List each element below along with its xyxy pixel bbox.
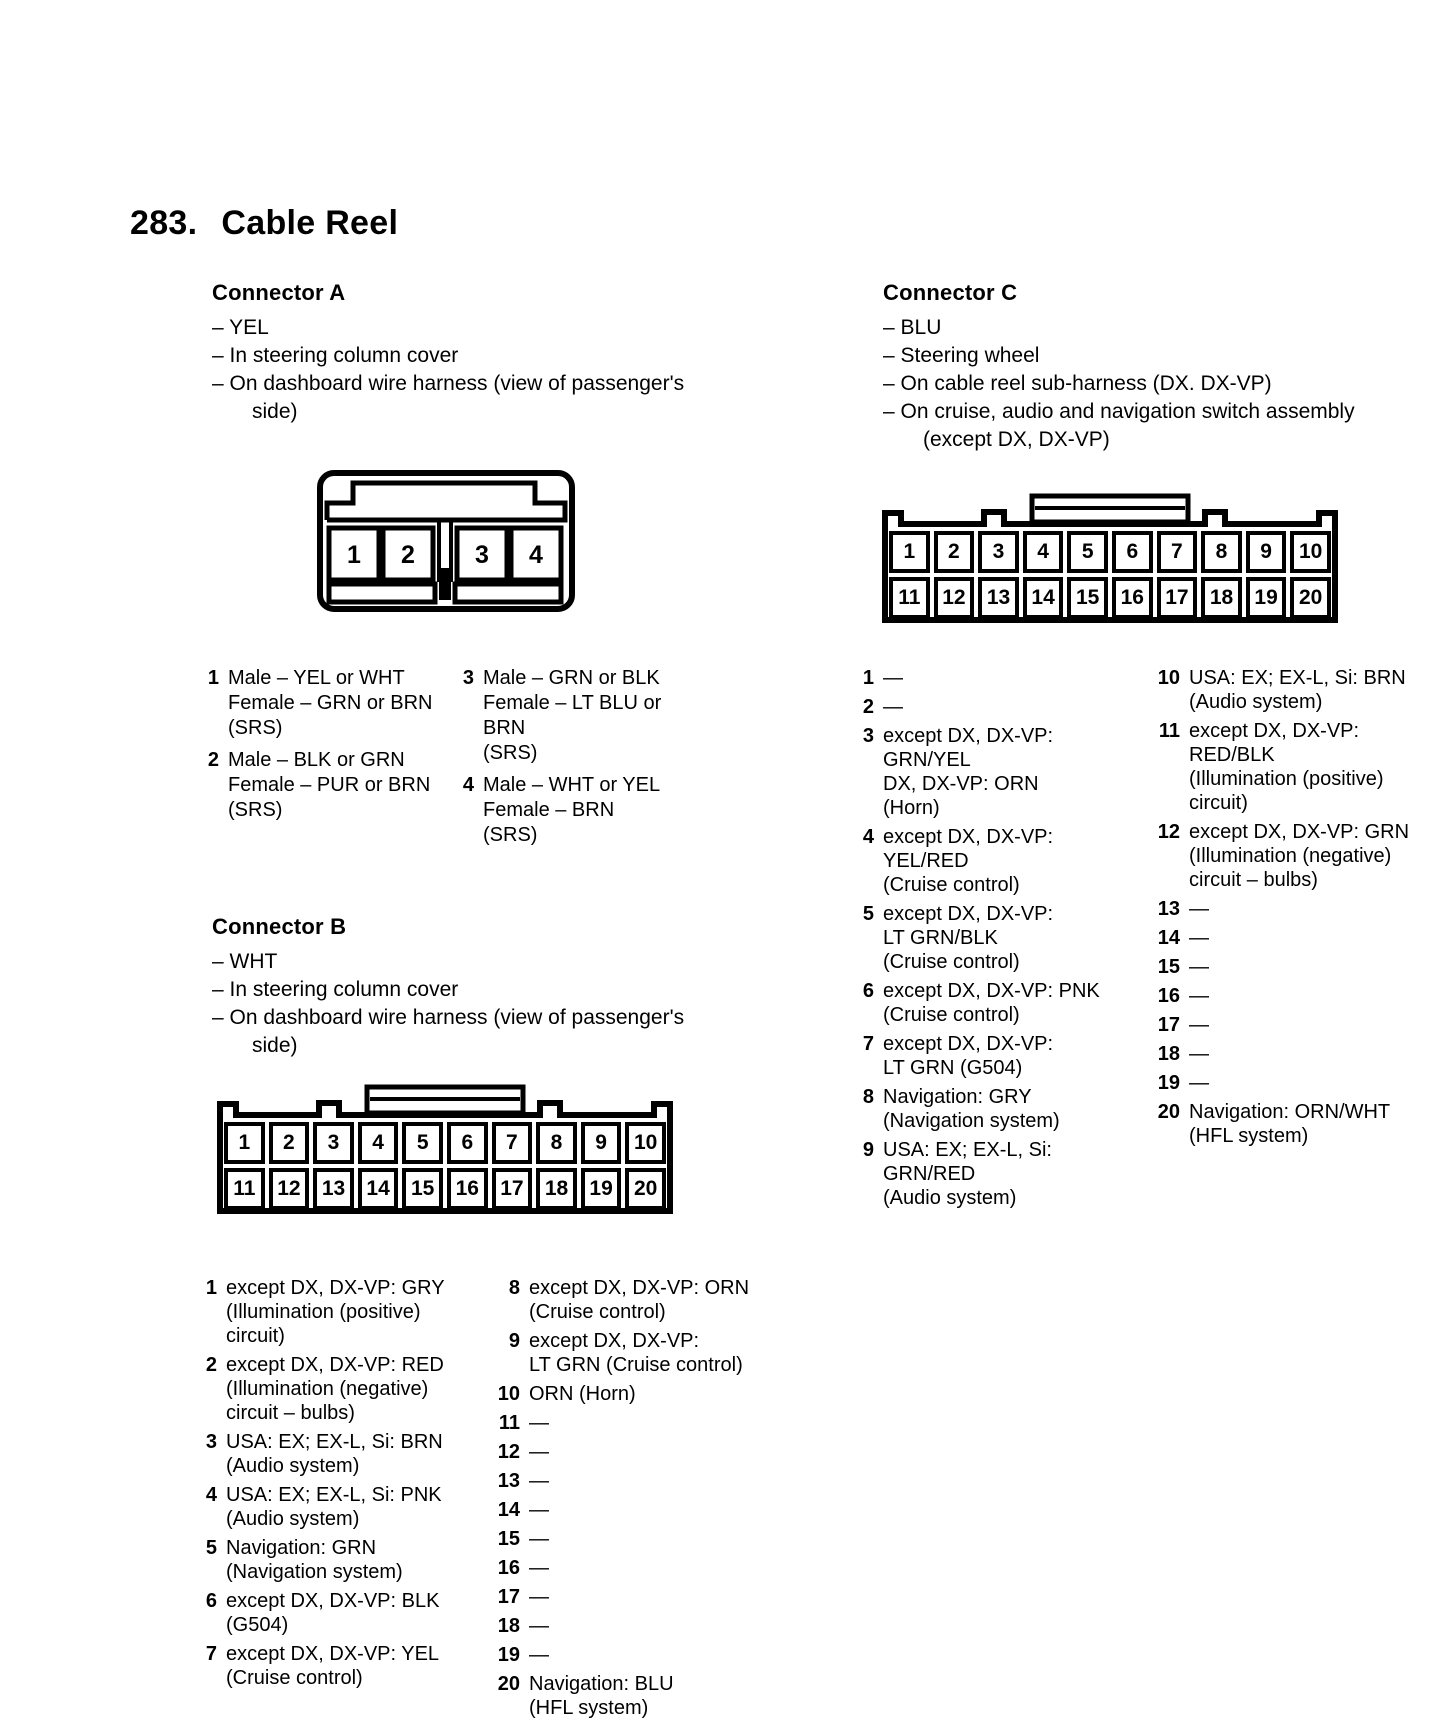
- diagram-pin-cell: 14: [358, 1168, 399, 1210]
- pin-number: 9: [862, 1139, 874, 1161]
- pin-line: (Audio system): [883, 1187, 1017, 1209]
- pin-line: (Cruise control): [883, 1004, 1020, 1026]
- diagram-pin-cell: 17: [1157, 577, 1198, 619]
- diagram-pin-cell: 7: [1157, 531, 1198, 573]
- diagram-pin-cell: 20: [1290, 577, 1331, 619]
- pin-text: [883, 979, 1100, 1027]
- pin-description: [844, 695, 1100, 719]
- pin-description: [490, 1498, 749, 1522]
- diagram-pin-cell: 8: [536, 1122, 577, 1164]
- pin-line: —: [1189, 985, 1209, 1007]
- section-title: Cable Reel: [221, 204, 399, 242]
- diagram-pin-cell: 14: [1023, 577, 1064, 619]
- pin-line: (HFL system): [1189, 1125, 1309, 1147]
- diagram-pin-cell: 8: [1201, 531, 1242, 573]
- pin-text: [529, 1411, 549, 1435]
- pin-line: —: [529, 1441, 549, 1463]
- pin-description: [490, 1527, 749, 1551]
- diagram-pin-cell: 10: [1290, 531, 1331, 573]
- pin-description: [187, 1353, 445, 1425]
- pin-number: 20: [1157, 1101, 1180, 1123]
- diagram-pin-cell: 1: [224, 1122, 265, 1164]
- pin-line: except DX, DX-VP:: [1189, 720, 1360, 742]
- pin-line: (HFL system): [529, 1697, 649, 1719]
- pin-text: [883, 666, 903, 690]
- pin-line: (Navigation system): [226, 1561, 403, 1583]
- pin-line: (Cruise control): [883, 951, 1020, 973]
- pin-text: [226, 1430, 443, 1478]
- connector-a-notes: [212, 314, 684, 426]
- note-line: – WHT: [212, 950, 278, 973]
- pin-text: [529, 1643, 549, 1667]
- diagram-pin-cell: 18: [536, 1168, 577, 1210]
- note-line: – On dashboard wire harness (view of passenger's: [212, 1006, 685, 1029]
- pin-line: (SRS): [228, 717, 283, 739]
- diagram-pin-cell: 1: [889, 531, 930, 573]
- pin-number: 12: [1157, 821, 1180, 843]
- connector-c-diagram: [880, 492, 1340, 626]
- pin-description: [844, 1032, 1100, 1080]
- pin-line: —: [883, 667, 903, 689]
- pin-line: circuit – bulbs): [226, 1402, 355, 1424]
- diagram-pin-cell: 6: [1112, 531, 1153, 573]
- pin-line: Female – LT BLU or: [483, 692, 662, 714]
- pin-number: 18: [1157, 1043, 1180, 1065]
- pin-text: [1189, 926, 1209, 950]
- pin-line: —: [529, 1412, 549, 1434]
- pin-text: [529, 1672, 674, 1720]
- pin-number: 16: [1157, 985, 1180, 1007]
- pin-text: [483, 773, 660, 848]
- pin-text: [226, 1536, 403, 1584]
- pin-description: [490, 1585, 749, 1609]
- pin-description: [844, 724, 1100, 820]
- pin-line: (Horn): [883, 797, 940, 819]
- pin-number: 14: [497, 1499, 520, 1521]
- pin-text: [529, 1276, 749, 1324]
- connector-c-notes: [883, 314, 1355, 454]
- diagram-pin-cell: 13: [313, 1168, 354, 1210]
- pin-line: —: [529, 1586, 549, 1608]
- diagram-pin-cell: 4: [1023, 531, 1064, 573]
- note-line: side): [252, 1034, 298, 1057]
- pin-line: circuit – bulbs): [1189, 869, 1318, 891]
- pin-description: [187, 1642, 445, 1690]
- diagram-pin-number: 1: [347, 541, 361, 569]
- pin-number: 2: [207, 749, 219, 771]
- pin-number: 13: [1157, 898, 1180, 920]
- pin-description: [1150, 897, 1409, 921]
- pin-description: [187, 1483, 445, 1531]
- page-title: [130, 204, 398, 243]
- pin-line: (Cruise control): [883, 874, 1020, 896]
- pin-line: (Cruise control): [226, 1667, 363, 1689]
- diagram-pin-cell: 17: [492, 1168, 533, 1210]
- pin-line: LT GRN (Cruise control): [529, 1354, 743, 1376]
- diagram-pin-cell: 9: [1246, 531, 1287, 573]
- center-slot: [439, 568, 451, 600]
- note-line: – In steering column cover: [212, 978, 459, 1001]
- pin-text: [529, 1382, 636, 1406]
- pin-line: Male – GRN or BLK: [483, 667, 660, 689]
- pin-description: [490, 1469, 749, 1493]
- pin-line: —: [1189, 927, 1209, 949]
- pin-number: 20: [497, 1673, 520, 1695]
- pin-text: [483, 666, 661, 766]
- pin-number: 16: [497, 1557, 520, 1579]
- pin-line: (Audio system): [1189, 691, 1323, 713]
- pin-line: RED/BLK: [1189, 744, 1275, 766]
- pin-line: USA: EX; EX-L, Si: BRN: [1189, 667, 1406, 689]
- pin-number: 15: [497, 1528, 520, 1550]
- connector-c-row2: [889, 577, 1331, 619]
- connector-b-pin-list-right: [490, 1276, 749, 1725]
- pin-number: 8: [862, 1086, 874, 1108]
- pin-number: 19: [1157, 1072, 1180, 1094]
- pin-description: [844, 825, 1100, 897]
- pin-line: Male – BLK or GRN: [228, 749, 405, 771]
- pin-description: [490, 1329, 749, 1377]
- pin-text: [226, 1353, 444, 1425]
- pin-line: except DX, DX-VP:: [529, 1330, 700, 1352]
- note-line: – On cruise, audio and navigation switch assembly: [883, 400, 1355, 423]
- pin-description: [187, 1276, 445, 1348]
- note-line: side): [252, 400, 298, 423]
- diagram-pin-number: 3: [475, 541, 489, 569]
- pin-description: [844, 979, 1100, 1027]
- note-line: – On cable reel sub-harness (DX. DX-VP): [883, 372, 1272, 395]
- pin-number: 17: [497, 1586, 520, 1608]
- pin-line: (Illumination (positive): [1189, 768, 1384, 790]
- pin-text: [1189, 1013, 1209, 1037]
- pin-line: Navigation: ORN/WHT: [1189, 1101, 1391, 1123]
- pin-description: [844, 1085, 1100, 1133]
- pin-line: (Illumination (negative): [226, 1378, 429, 1400]
- pin-description: [490, 1643, 749, 1667]
- pin-text: [529, 1469, 549, 1493]
- pin-line: —: [529, 1557, 549, 1579]
- pin-text: [1189, 897, 1209, 921]
- connector-b-row2: [224, 1168, 666, 1210]
- pin-line: Female – BRN: [483, 799, 615, 821]
- pin-number: 10: [497, 1383, 520, 1405]
- connector-b-diagram: [215, 1083, 675, 1217]
- pin-text: [1189, 1042, 1209, 1066]
- diagram-pin-cell: 5: [402, 1122, 443, 1164]
- pin-description: [844, 666, 1100, 690]
- diagram-pin-cell: 7: [492, 1122, 533, 1164]
- pin-line: (SRS): [228, 799, 283, 821]
- pin-description: [490, 1614, 749, 1638]
- pin-line: Female – GRN or BRN: [228, 692, 433, 714]
- connector-b-notes: [212, 948, 684, 1060]
- diagram-pin-cell: 15: [1067, 577, 1108, 619]
- pin-text: [1189, 820, 1409, 892]
- pin-text: [883, 1085, 1060, 1133]
- pin-line: except DX, DX-VP: YEL: [226, 1643, 440, 1665]
- pin-line: except DX, DX-VP:: [883, 903, 1054, 925]
- pin-line: —: [883, 696, 903, 718]
- pin-text: [1189, 984, 1209, 1008]
- pin-line: except DX, DX-VP:: [883, 1033, 1054, 1055]
- pin-number: 5: [862, 903, 874, 925]
- note-line: – In steering column cover: [212, 344, 459, 367]
- pin-line: —: [529, 1644, 549, 1666]
- diagram-pin-cell: 19: [581, 1168, 622, 1210]
- pin-description: [490, 1440, 749, 1464]
- pin-line: —: [529, 1470, 549, 1492]
- pin-line: GRN/YEL: [883, 749, 971, 771]
- pin-number: 6: [862, 980, 874, 1002]
- pin-text: [529, 1440, 549, 1464]
- pin-description: [1150, 1071, 1409, 1095]
- pin-line: LT GRN/BLK: [883, 927, 998, 949]
- pin-description: [1150, 1042, 1409, 1066]
- pin-description: [490, 1556, 749, 1580]
- pin-text: [529, 1498, 549, 1522]
- diagram-pin-cell: 10: [625, 1122, 666, 1164]
- diagram-pin-cell: 2: [934, 531, 975, 573]
- note-line: – YEL: [212, 316, 269, 339]
- pin-line: (Audio system): [226, 1455, 360, 1477]
- pin-number: 6: [205, 1590, 217, 1612]
- diagram-pin-cell: 16: [1112, 577, 1153, 619]
- diagram-pin-cell: 11: [224, 1168, 265, 1210]
- pin-line: (Navigation system): [883, 1110, 1060, 1132]
- pin-number: 2: [205, 1354, 217, 1376]
- pin-number: 8: [508, 1277, 520, 1299]
- pin-text: [1189, 1100, 1390, 1148]
- pin-text: [1189, 955, 1209, 979]
- pin-number: 11: [498, 1412, 520, 1434]
- pin-description: [1150, 955, 1409, 979]
- pin-text: [883, 724, 1053, 820]
- pin-line: YEL/RED: [883, 850, 969, 872]
- pin-line: USA: EX; EX-L, Si: PNK: [226, 1484, 442, 1506]
- bottom-rail-right: [455, 584, 561, 602]
- pin-line: —: [1189, 1072, 1209, 1094]
- pin-text: [529, 1329, 743, 1377]
- pin-description: [1150, 926, 1409, 950]
- pin-description: [844, 902, 1100, 974]
- pin-text: [1189, 1071, 1209, 1095]
- diagram-pin-cell: 11: [889, 577, 930, 619]
- pin-line: except DX, DX-VP: RED: [226, 1354, 444, 1376]
- pin-text: [883, 825, 1053, 897]
- pin-text: [529, 1527, 549, 1551]
- pin-number: 2: [862, 696, 874, 718]
- pin-number: 11: [1158, 720, 1180, 742]
- pin-number: 7: [862, 1033, 874, 1055]
- pin-number: 3: [205, 1431, 217, 1453]
- pin-line: (Illumination (positive): [226, 1301, 421, 1323]
- diagram-pin-cell: 15: [402, 1168, 443, 1210]
- diagram-pin-cell: 13: [978, 577, 1019, 619]
- pin-description: [844, 1138, 1100, 1210]
- pin-line: (SRS): [483, 824, 538, 846]
- pin-number: 3: [462, 667, 474, 689]
- pin-line: Male – YEL or WHT: [228, 667, 405, 689]
- pin-line: ORN (Horn): [529, 1383, 636, 1405]
- diagram-pin-cell: 3: [313, 1122, 354, 1164]
- pin-line: Navigation: GRN: [226, 1537, 377, 1559]
- pin-description: [1150, 984, 1409, 1008]
- pin-text: [529, 1556, 549, 1580]
- pin-line: Navigation: GRY: [883, 1086, 1032, 1108]
- diagram-pin-cell: 6: [447, 1122, 488, 1164]
- pin-text: [883, 1032, 1053, 1080]
- pin-description: [1150, 666, 1409, 714]
- pin-line: —: [1189, 898, 1209, 920]
- pin-line: circuit): [1189, 792, 1248, 814]
- pin-description: [490, 1382, 749, 1406]
- pin-line: Male – WHT or YEL: [483, 774, 661, 796]
- note-line: – Steering wheel: [883, 344, 1040, 367]
- pin-text: [226, 1276, 445, 1348]
- pin-line: (SRS): [483, 742, 538, 764]
- pin-text: [1189, 719, 1384, 815]
- note-line: (except DX, DX-VP): [923, 428, 1110, 451]
- pin-line: circuit): [226, 1325, 285, 1347]
- pin-number: 10: [1157, 667, 1180, 689]
- connector-c-pin-list-left: [844, 666, 1100, 1215]
- pin-description: [187, 1430, 445, 1478]
- pin-line: (Illumination (negative): [1189, 845, 1392, 867]
- pin-description: [189, 748, 433, 823]
- pin-description: [444, 773, 661, 848]
- diagram-pin-cell: 19: [1246, 577, 1287, 619]
- pin-line: except DX, DX-VP: GRY: [226, 1277, 445, 1299]
- pin-number: 1: [205, 1277, 217, 1299]
- pin-number: 9: [508, 1330, 520, 1352]
- pin-line: except DX, DX-VP: ORN: [529, 1277, 750, 1299]
- pin-text: [529, 1585, 549, 1609]
- pin-description: [187, 1536, 445, 1584]
- diagram-pin-cell: 12: [269, 1168, 310, 1210]
- pin-number: 14: [1157, 927, 1180, 949]
- note-line: – BLU: [883, 316, 942, 339]
- pin-line: Navigation: BLU: [529, 1673, 674, 1695]
- pin-line: except DX, DX-VP:: [883, 826, 1054, 848]
- pin-line: —: [529, 1499, 549, 1521]
- pin-line: except DX, DX-VP: BLK: [226, 1590, 440, 1612]
- pin-text: [226, 1642, 439, 1690]
- connector-a-pin-list-left: [189, 666, 433, 830]
- pin-number: 4: [862, 826, 874, 848]
- pin-line: (Audio system): [226, 1508, 360, 1530]
- pin-number: 7: [205, 1643, 217, 1665]
- connector-a-pin-list-right: [444, 666, 661, 855]
- pin-line: —: [529, 1615, 549, 1637]
- pin-line: —: [1189, 1043, 1209, 1065]
- pin-number: 3: [862, 725, 874, 747]
- diagram-pin-cell: 5: [1067, 531, 1108, 573]
- pin-number: 17: [1157, 1014, 1180, 1036]
- pin-number: 4: [205, 1484, 217, 1506]
- diagram-pin-number: 2: [401, 541, 415, 569]
- diagram-pin-cell: 9: [581, 1122, 622, 1164]
- pin-text: [883, 695, 903, 719]
- diagram-pin-cell: 16: [447, 1168, 488, 1210]
- pin-description: [1150, 1013, 1409, 1037]
- connector-c-heading: Connector C: [883, 280, 1018, 305]
- pin-text: [228, 748, 430, 823]
- pin-description: [187, 1589, 445, 1637]
- pin-line: GRN/RED: [883, 1163, 976, 1185]
- diagram-pin-cell: 4: [358, 1122, 399, 1164]
- pin-description: [490, 1672, 749, 1720]
- section-number: 283.: [130, 204, 198, 242]
- pin-description: [189, 666, 433, 741]
- pin-line: except DX, DX-VP:: [883, 725, 1054, 747]
- connector-a-key-tab: [327, 483, 565, 520]
- note-line: – On dashboard wire harness (view of passenger's: [212, 372, 685, 395]
- diagram-pin-cell: 18: [1201, 577, 1242, 619]
- pin-line: BRN: [483, 717, 526, 739]
- pin-text: [883, 1138, 1052, 1210]
- pin-line: USA: EX; EX-L, Si: BRN: [226, 1431, 443, 1453]
- pin-number: 1: [862, 667, 874, 689]
- pin-line: —: [1189, 1014, 1209, 1036]
- pin-line: Female – PUR or BRN: [228, 774, 431, 796]
- connector-a-heading: Connector A: [212, 280, 346, 305]
- pin-number: 4: [462, 774, 474, 796]
- pin-line: DX, DX-VP: ORN: [883, 773, 1039, 795]
- pin-description: [490, 1276, 749, 1324]
- connector-c-row1: [889, 531, 1331, 573]
- diagram-pin-number: 4: [529, 541, 543, 569]
- pin-text: [228, 666, 433, 741]
- connector-c-pin-list-right: [1150, 666, 1409, 1153]
- pin-text: [529, 1614, 549, 1638]
- pin-text: [226, 1483, 442, 1531]
- diagram-pin-cell: 2: [269, 1122, 310, 1164]
- pin-line: —: [1189, 956, 1209, 978]
- pin-line: LT GRN (G504): [883, 1057, 1023, 1079]
- pin-line: except DX, DX-VP: PNK: [883, 980, 1100, 1002]
- bottom-rail-left: [329, 584, 435, 602]
- pin-number: 15: [1157, 956, 1180, 978]
- pin-line: (G504): [226, 1614, 289, 1636]
- pin-line: USA: EX; EX-L, Si:: [883, 1139, 1052, 1161]
- pin-line: —: [529, 1528, 549, 1550]
- pin-number: 5: [205, 1537, 217, 1559]
- pin-number: 12: [497, 1441, 520, 1463]
- connector-b-row1: [224, 1122, 666, 1164]
- pin-number: 19: [497, 1644, 520, 1666]
- pin-description: [490, 1411, 749, 1435]
- pin-description: [1150, 1100, 1409, 1148]
- pin-line: except DX, DX-VP: GRN: [1189, 821, 1410, 843]
- connector-b-heading: Connector B: [212, 914, 347, 939]
- pin-text: [1189, 666, 1406, 714]
- pin-description: [444, 666, 661, 766]
- connector-a-diagram: [317, 470, 575, 612]
- pin-number: 13: [497, 1470, 520, 1492]
- pin-text: [226, 1589, 439, 1637]
- diagram-pin-cell: 20: [625, 1168, 666, 1210]
- diagram-pin-cell: 12: [934, 577, 975, 619]
- diagram-pin-cell: 3: [978, 531, 1019, 573]
- connector-b-pin-list-left: [187, 1276, 445, 1695]
- pin-line: (Cruise control): [529, 1301, 666, 1323]
- pin-description: [1150, 820, 1409, 892]
- pin-number: 1: [207, 667, 219, 689]
- pin-text: [883, 902, 1053, 974]
- pin-number: 18: [497, 1615, 520, 1637]
- pin-description: [1150, 719, 1409, 815]
